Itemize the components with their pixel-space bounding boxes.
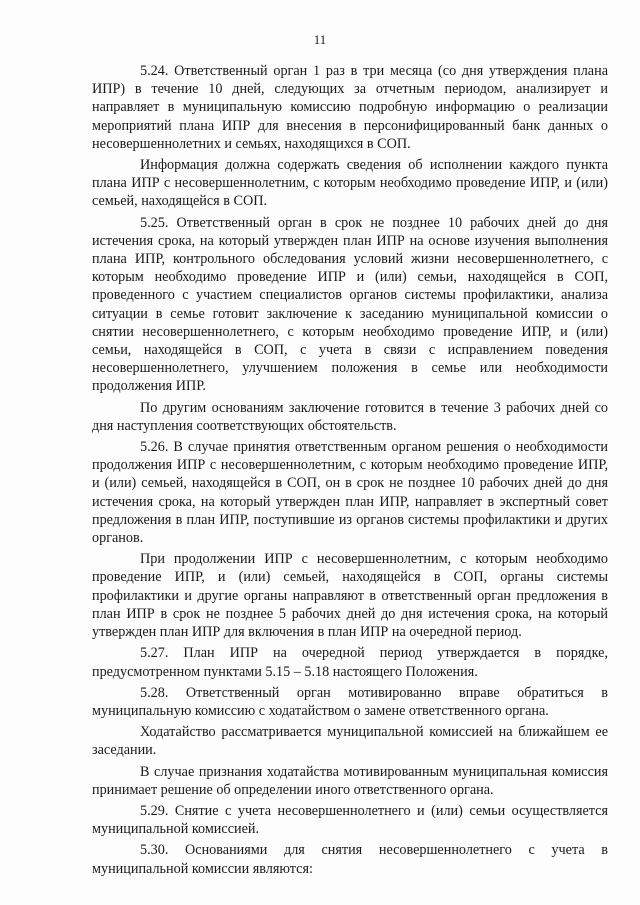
paragraph-5-30: 5.30. Основаниями для снятия несовершеннолетнего с учета в муниципальной комиссии являются: [92, 842, 608, 877]
paragraph-5-28: 5.28. Ответственный орган мотивированно вправе обратиться в муниципальную комиссию с ходатайством о замене ответственного органа. [92, 684, 608, 719]
paragraph-5-26: 5.26. В случае принятия ответственным органом решения о необходимости продолжения ИПР с несовершеннолетним, с которым необходимо проведение ИПР, и (или) семьей, находящейся в СОП, он в срок не позднее 10 рабочих дней до дня истечения срока, на который утвержден план ИПР, направляет в экспертный совет предложения в план ИПР, поступившие из органов системы профилактики и других органов. [92, 439, 608, 547]
document-body [92, 62, 608, 881]
page-number: 11 [313, 32, 327, 47]
paragraph-5-29: 5.29. Снятие с учета несовершеннолетнего и (или) семьи осуществляется муниципальной комиссией. [92, 802, 608, 838]
paragraph-5-25: 5.25. Ответственный орган в срок не позднее 10 рабочих дней до дня истечения срока, на который утвержден план ИПР на основе изучения выполнения плана ИПР, контрольного обследования условий жизни несовершеннолетнего, с которым необходимо проведение ИПР и (или) семьи, находящейся в СОП, проведенного с участием специалистов органов системы профилактики, анализа ситуации в семье готовит заключение к заседанию муниципальной комиссии о снятии несовершеннолетнего, с которым необходимо проведение ИПР, и (или) семьи, находящейся в СОП, с учета в связи с исправлением поведения несовершеннолетнего, улучшением положения в семье или необходимости продолжения ИПР. [92, 214, 608, 395]
paragraph-petition-approval: В случае признания ходатайства мотивированным муниципальная комиссия принимает решение об определении иного ответственного органа. [92, 763, 608, 798]
paragraph-continuation: При продолжении ИПР с несовершеннолетним, с которым необходимо проведение ИПР, и (или) семьей, находящейся в СОП, органы системы профилактики и другие органы направляют в ответственный орган предложения в план ИПР в срок не позднее 5 рабочих дней до дня истечения срока, на который утвержден план ИПР для включения в план ИПР на очередной период. [92, 551, 608, 641]
paragraph-info-requirement: Информация должна содержать сведения об исполнении каждого пункта плана ИПР с несовершеннолетним, с которым необходимо проведение ИПР, и (или) семьей, находящейся в СОП. [92, 157, 608, 210]
paragraph-other-grounds: По другим основаниям заключение готовится в течение 3 рабочих дней со дня наступления соответствующих обстоятельств. [92, 399, 608, 434]
paragraph-petition-review: Ходатайство рассматривается муниципальной комиссией на ближайшем ее заседании. [92, 724, 608, 759]
paragraph-5-27: 5.27. План ИПР на очередной период утверждается в порядке, предусмотренном пунктами 5.15 – 5.18 настоящего Положения. [92, 645, 608, 680]
paragraph-5-24: 5.24. Ответственный орган 1 раз в три месяца (со дня утверждения плана ИПР) в течение 10 дней, следующих за отчетным периодом, анализирует и направляет в муниципальную комиссию подробную информацию о реализации мероприятий плана ИПР для внесения в персонифицированный банк данных о несовершеннолетних и семьях, находящихся в СОП. [92, 63, 608, 152]
